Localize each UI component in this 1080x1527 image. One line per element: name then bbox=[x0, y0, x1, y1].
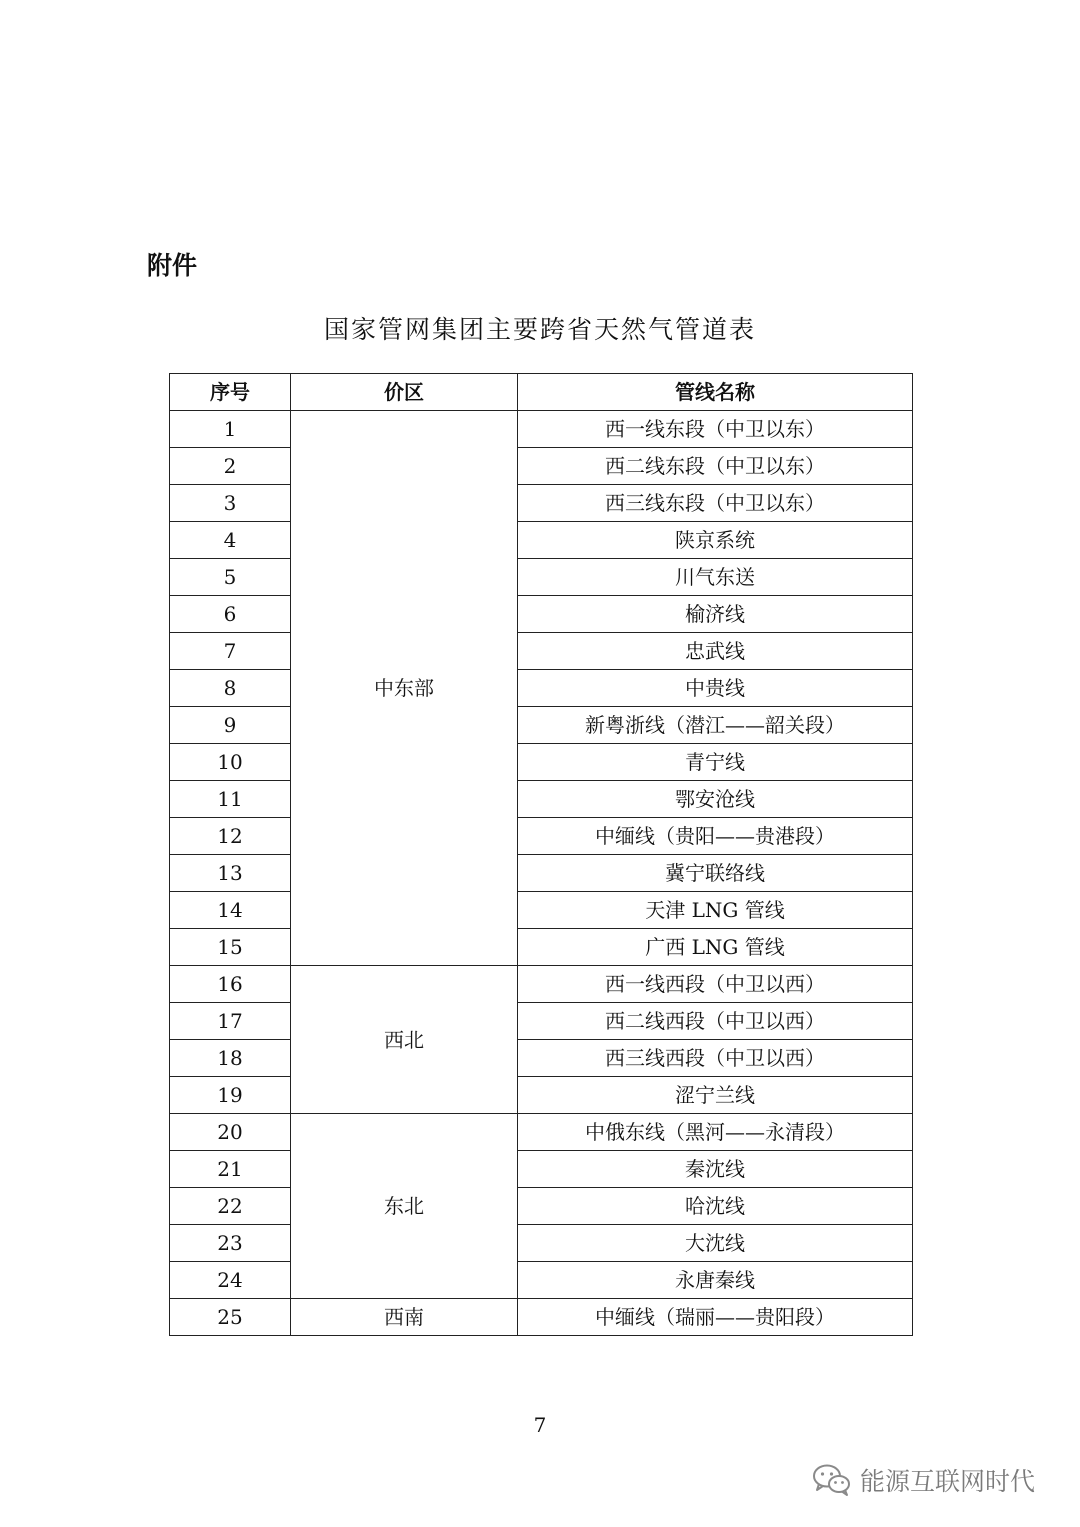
row-index: 17 bbox=[170, 1003, 291, 1040]
header-pipeline-name: 管线名称 bbox=[518, 374, 913, 411]
pipeline-name: 西二线西段（中卫以西） bbox=[518, 1003, 913, 1040]
pipeline-name: 忠武线 bbox=[518, 633, 913, 670]
row-index: 24 bbox=[170, 1262, 291, 1299]
pipeline-name: 青宁线 bbox=[518, 744, 913, 781]
table-row bbox=[170, 1114, 913, 1151]
pipeline-name: 中贵线 bbox=[518, 670, 913, 707]
row-index: 6 bbox=[170, 596, 291, 633]
table-row bbox=[170, 1225, 913, 1262]
pipeline-name: 西一线东段（中卫以东） bbox=[518, 411, 913, 448]
region-cell: 东北 bbox=[291, 1114, 518, 1299]
table-row bbox=[170, 1003, 913, 1040]
table-row bbox=[170, 633, 913, 670]
pipeline-name: 西一线西段（中卫以西） bbox=[518, 966, 913, 1003]
pipeline-name: 鄂安沧线 bbox=[518, 781, 913, 818]
table-row bbox=[170, 522, 913, 559]
row-index: 11 bbox=[170, 781, 291, 818]
table-row bbox=[170, 1151, 913, 1188]
row-index: 7 bbox=[170, 633, 291, 670]
table-row bbox=[170, 1299, 913, 1336]
pipeline-name: 秦沈线 bbox=[518, 1151, 913, 1188]
row-index: 4 bbox=[170, 522, 291, 559]
watermark-text: 能源互联网时代 bbox=[860, 1467, 1036, 1496]
pipeline-name: 西二线东段（中卫以东） bbox=[518, 448, 913, 485]
pipeline-name: 中缅线（贵阳——贵港段） bbox=[518, 818, 913, 855]
table-row bbox=[170, 596, 913, 633]
pipeline-name: 大沈线 bbox=[518, 1225, 913, 1262]
document-title: 国家管网集团主要跨省天然气管道表 bbox=[323, 315, 756, 344]
table-row bbox=[170, 744, 913, 781]
row-index: 22 bbox=[170, 1188, 291, 1225]
row-index: 8 bbox=[170, 670, 291, 707]
table-row bbox=[170, 559, 913, 596]
pipeline-name: 永唐秦线 bbox=[518, 1262, 913, 1299]
row-index: 2 bbox=[170, 448, 291, 485]
row-index: 3 bbox=[170, 485, 291, 522]
row-index: 13 bbox=[170, 855, 291, 892]
row-index: 5 bbox=[170, 559, 291, 596]
pipeline-table bbox=[169, 373, 913, 1336]
attachment-label: 附件 bbox=[147, 251, 198, 280]
pipeline-name: 西三线西段（中卫以西） bbox=[518, 1040, 913, 1077]
table-row bbox=[170, 1040, 913, 1077]
row-index: 9 bbox=[170, 707, 291, 744]
header-row bbox=[170, 374, 913, 411]
table-row bbox=[170, 448, 913, 485]
row-index: 21 bbox=[170, 1151, 291, 1188]
pipeline-name: 陕京系统 bbox=[518, 522, 913, 559]
wechat-icon bbox=[812, 1463, 852, 1497]
table-row bbox=[170, 1262, 913, 1299]
pipeline-name: 新粤浙线（潜江——韶关段） bbox=[518, 707, 913, 744]
pipeline-name: 广西 LNG 管线 bbox=[518, 929, 913, 966]
pipeline-name: 川气东送 bbox=[518, 559, 913, 596]
table-body bbox=[170, 411, 913, 1336]
pipeline-name: 西三线东段（中卫以东） bbox=[518, 485, 913, 522]
table-row bbox=[170, 892, 913, 929]
pipeline-name: 涩宁兰线 bbox=[518, 1077, 913, 1114]
table-row bbox=[170, 670, 913, 707]
table-row bbox=[170, 818, 913, 855]
row-index: 23 bbox=[170, 1225, 291, 1262]
table-row bbox=[170, 707, 913, 744]
header-region: 价区 bbox=[291, 374, 518, 411]
table-row bbox=[170, 966, 913, 1003]
watermark bbox=[812, 1460, 1035, 1500]
header-index: 序号 bbox=[170, 374, 291, 411]
pipeline-name: 中缅线（瑞丽——贵阳段） bbox=[518, 1299, 913, 1336]
region-cell: 西南 bbox=[291, 1299, 518, 1336]
table-row bbox=[170, 1188, 913, 1225]
pipeline-name: 冀宁联络线 bbox=[518, 855, 913, 892]
pipeline-name: 哈沈线 bbox=[518, 1188, 913, 1225]
row-index: 20 bbox=[170, 1114, 291, 1151]
pipeline-name: 天津 LNG 管线 bbox=[518, 892, 913, 929]
table-row bbox=[170, 1077, 913, 1114]
row-index: 10 bbox=[170, 744, 291, 781]
pipeline-name: 中俄东线（黑河——永清段） bbox=[518, 1114, 913, 1151]
table-row bbox=[170, 485, 913, 522]
row-index: 15 bbox=[170, 929, 291, 966]
table-row bbox=[170, 855, 913, 892]
region-cell: 西北 bbox=[291, 966, 518, 1114]
table-header bbox=[170, 374, 913, 411]
row-index: 16 bbox=[170, 966, 291, 1003]
table-row bbox=[170, 929, 913, 966]
row-index: 19 bbox=[170, 1077, 291, 1114]
page-number: 7 bbox=[533, 1413, 547, 1437]
table-row bbox=[170, 781, 913, 818]
table-row bbox=[170, 411, 913, 448]
row-index: 18 bbox=[170, 1040, 291, 1077]
region-cell: 中东部 bbox=[291, 411, 518, 966]
row-index: 1 bbox=[170, 411, 291, 448]
row-index: 25 bbox=[170, 1299, 291, 1336]
pipeline-name: 榆济线 bbox=[518, 596, 913, 633]
row-index: 14 bbox=[170, 892, 291, 929]
row-index: 12 bbox=[170, 818, 291, 855]
